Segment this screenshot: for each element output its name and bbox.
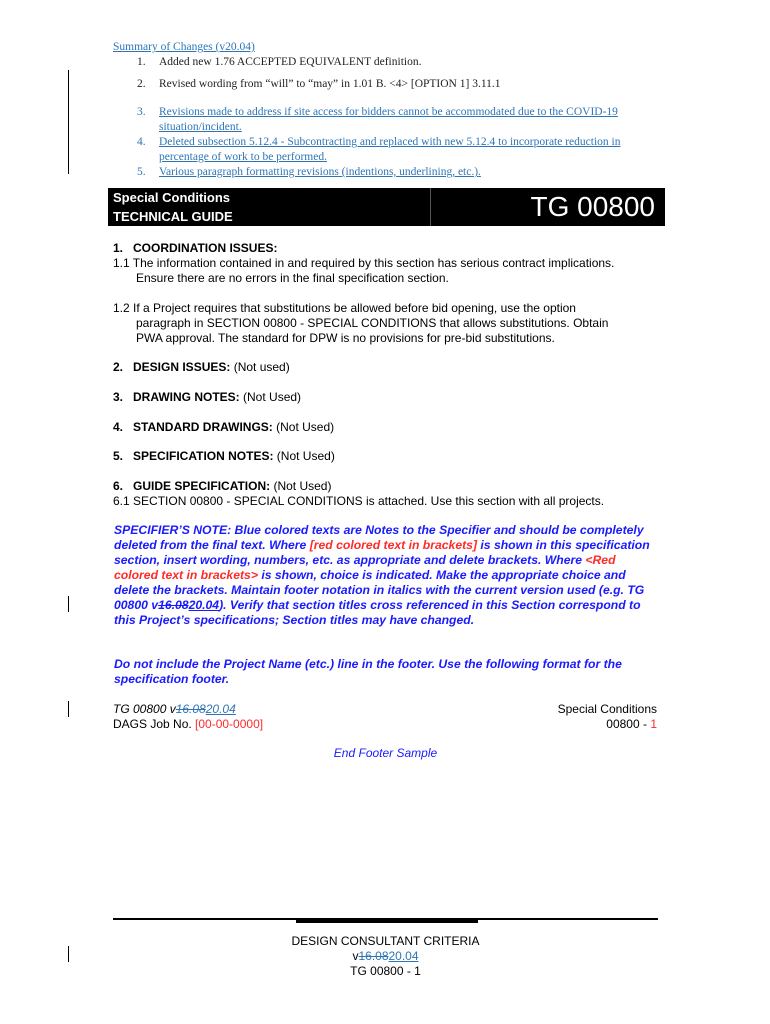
summary-item-1: 1. Added new 1.76 ACCEPTED EQUIVALENT definition.: [137, 56, 422, 68]
sample-footer-job-no: DAGS Job No. [00-00-0000]: [113, 717, 264, 731]
header-divider: [430, 188, 431, 226]
section-1-2-line1: 1.2 If a Project requires that substitutions be allowed before bid opening, use the option: [113, 301, 576, 315]
section-1-heading: 1. COORDINATION ISSUES:: [113, 241, 278, 255]
footer-instruction-note: Do not include the Project Name (etc.) line in the footer. Use the following format for the specification footer.: [114, 657, 622, 686]
sample-footer-title: Special Conditions: [557, 702, 657, 716]
section-6-1: 6.1 SECTION 00800 - SPECIAL CONDITIONS is attached. Use this section with all projects.: [113, 494, 605, 508]
section-2: 2. DESIGN ISSUES: (Not used): [113, 360, 290, 374]
end-footer-sample: End Footer Sample: [333, 746, 438, 760]
page-footer-version: v16.0820.04: [352, 949, 419, 963]
section-1-2-line3: PWA approval. The standard for DPW is no provisions for pre-bid substitutions.: [136, 331, 555, 345]
section-5: 5. SPECIFICATION NOTES: (Not Used): [113, 449, 335, 463]
section-3: 3. DRAWING NOTES: (Not Used): [113, 390, 302, 404]
summary-title: Summary of Changes (v20.04): [113, 41, 255, 53]
change-bar-3: [68, 701, 69, 717]
summary-item-5: 5. Various paragraph formatting revisions (indentions, underlining, etc.).: [137, 166, 481, 178]
page-footer-page: TG 00800 - 1: [350, 964, 421, 978]
summary-item-3: 3. Revisions made to address if site access for bidders cannot be accommodated due to the COVID-19 situation/incident.: [137, 106, 618, 133]
section-1-1-line2: Ensure there are no errors in the final specification section.: [136, 271, 449, 285]
footer-rule-accent: [296, 920, 478, 923]
header-title: Special Conditions: [113, 190, 231, 205]
page-footer-title: DESIGN CONSULTANT CRITERIA: [291, 934, 480, 948]
change-bar-4: [68, 946, 69, 962]
summary-of-changes: [113, 40, 658, 180]
summary-item-4: 4. Deleted subsection 5.12.4 - Subcontracting and replaced with new 5.12.4 to incorporate reduction in percentage of work to be performed.: [137, 136, 621, 163]
section-1-1-line1: 1.1 The information contained in and required by this section has serious contract implications.: [113, 256, 615, 270]
header-code: TG 00800: [530, 191, 655, 222]
section-4: 4. STANDARD DRAWINGS: (Not Used): [113, 420, 335, 434]
section-header-bar: [108, 188, 665, 226]
change-bar-2: [68, 596, 69, 612]
sample-footer-version: TG 00800 v16.0820.04: [113, 702, 236, 716]
section-1-2-line2: paragraph in SECTION 00800 - SPECIAL CONDITIONS that allows substitutions. Obtain: [136, 316, 609, 330]
section-6: 6. GUIDE SPECIFICATION: (Not Used): [113, 479, 332, 493]
change-bar-1: [68, 70, 69, 174]
specifiers-note: SPECIFIER’S NOTE: Blue colored texts are Notes to the Specifier and should be completely deleted from the final text. Where [red colored text in brackets] is shown in this specification section, insert wording, numbers, etc. as appropriate and delete brackets. Where <Red colored text in brackets> is shown, choice is indicated. Make the appropriate choice and delete the brackets. Maintain footer notation in italics with the current version used (e.g. TG 00800 v16.0820.04). Verify that section titles cross referenced in this Section correspond to this Project’s specifications; Section titles may have changed.: [114, 523, 650, 627]
header-subtitle: TECHNICAL GUIDE: [113, 209, 233, 224]
sample-footer-page: 00800 - 1: [606, 717, 657, 731]
summary-item-2: 2. Revised wording from “will” to “may” in 1.01 B. <4> [OPTION 1] 3.11.1: [137, 78, 501, 90]
